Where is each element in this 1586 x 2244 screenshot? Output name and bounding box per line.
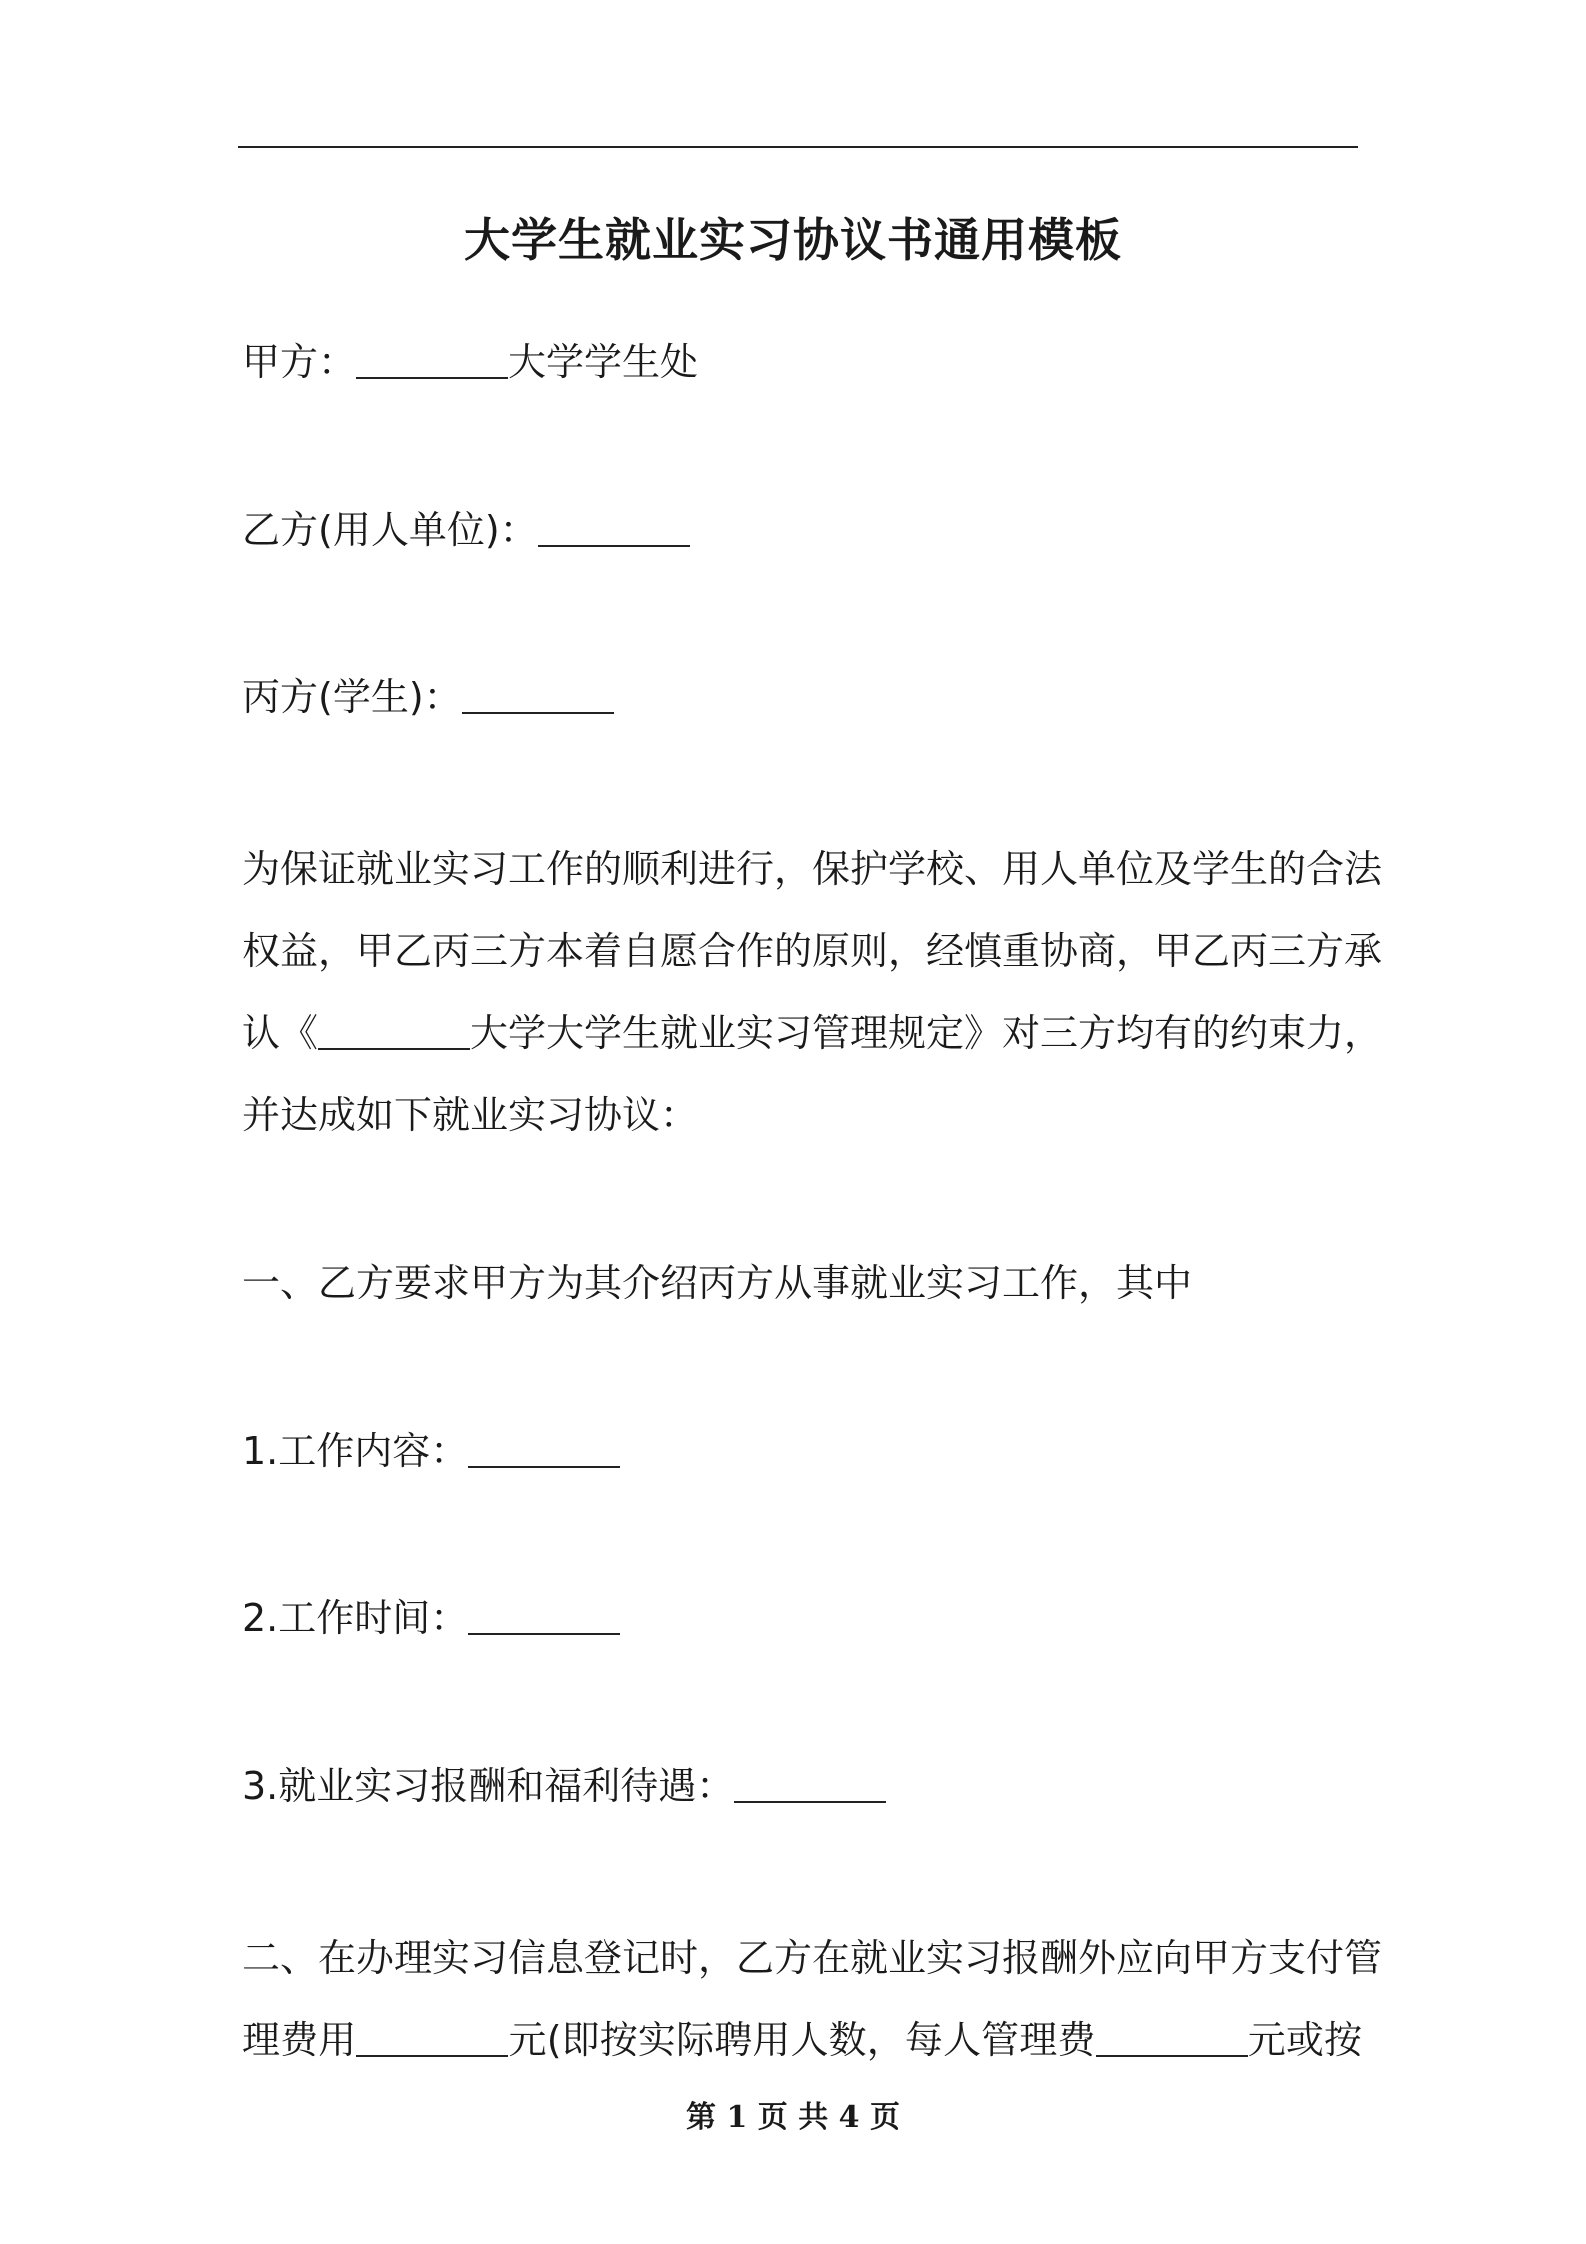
management-fee-total-blank[interactable] bbox=[356, 2017, 508, 2057]
intro-line-1: 为保证就业实习工作的顺利进行，保护学校、用人单位及学生的合法 bbox=[242, 847, 1383, 891]
item-2-label: 2.工作时间： bbox=[242, 1596, 469, 1640]
party-b-line bbox=[242, 506, 690, 554]
page-indicator: 第 1 页 共 4 页 bbox=[686, 2100, 900, 2135]
party-b-label: 乙方(用人单位)： bbox=[242, 508, 538, 552]
section-2-line-1: 二、在办理实习信息登记时，乙方在就业实习报酬外应向甲方支付管 bbox=[242, 1936, 1383, 1980]
intro-line-3: 认《 大学大学生就业实习管理规定》对三方均有的约束力， bbox=[242, 1011, 1383, 1055]
intro-line-4: 并达成如下就业实习协议： bbox=[242, 1093, 699, 1137]
item-3-blank[interactable] bbox=[734, 1763, 886, 1803]
party-c-line bbox=[242, 673, 614, 721]
party-a-suffix: 大学学生处 bbox=[508, 340, 699, 384]
document-title: 大学生就业实习协议书通用模板 bbox=[464, 213, 1122, 267]
party-b-blank[interactable] bbox=[538, 507, 690, 547]
intro-paragraph bbox=[242, 828, 1383, 1156]
party-c-blank[interactable] bbox=[462, 674, 614, 714]
party-a-blank[interactable] bbox=[356, 339, 508, 379]
item-2-blank[interactable] bbox=[468, 1595, 620, 1635]
item-1-line bbox=[242, 1427, 620, 1475]
party-c-label: 丙方(学生)： bbox=[242, 675, 462, 719]
party-a-label: 甲方： bbox=[242, 340, 357, 384]
item-1-label: 1.工作内容： bbox=[242, 1429, 469, 1473]
management-fee-per-person-blank[interactable] bbox=[1096, 2017, 1248, 2057]
section-2-paragraph bbox=[242, 1917, 1383, 2081]
item-3-line bbox=[242, 1762, 886, 1810]
party-a-line bbox=[242, 338, 698, 386]
item-1-blank[interactable] bbox=[468, 1428, 620, 1468]
section-1-heading: 一、乙方要求甲方为其介绍丙方从事就业实习工作，其中 bbox=[242, 1261, 1193, 1305]
intro-line-2: 权益，甲乙丙三方本着自愿合作的原则，经慎重协商，甲乙丙三方承 bbox=[242, 929, 1383, 973]
item-2-line bbox=[242, 1594, 620, 1642]
item-3-label: 3.就业实习报酬和福利待遇： bbox=[242, 1764, 735, 1808]
header-rule bbox=[238, 146, 1358, 148]
regulation-blank[interactable] bbox=[318, 1010, 470, 1050]
section-2-line-2: 理费用 元(即按实际聘用人数，每人管理费 元或按 bbox=[242, 2018, 1362, 2062]
